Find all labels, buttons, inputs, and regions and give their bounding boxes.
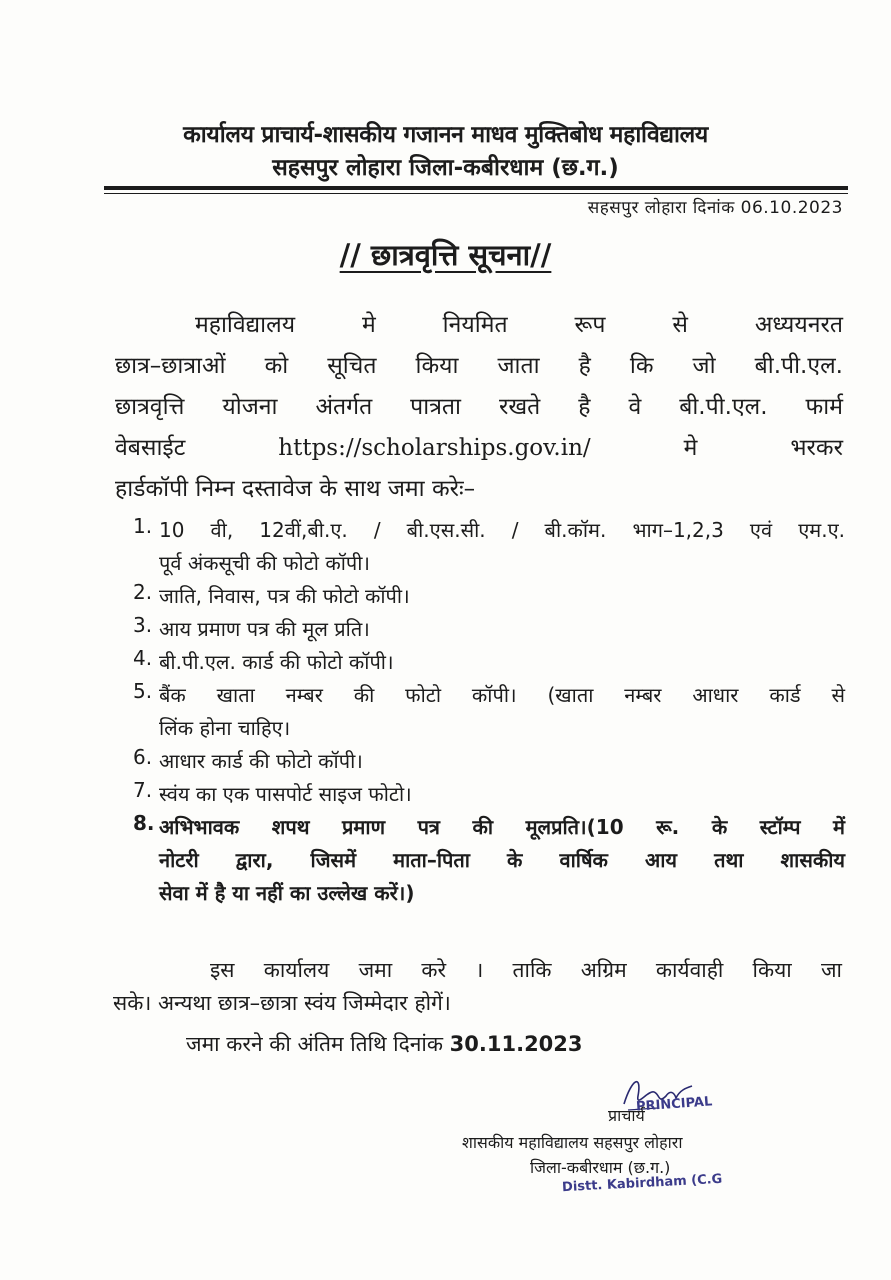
place-date-line: सहसपुर लोहारा दिनांक 06.10.2023 [587, 198, 843, 218]
list-item: 2. जाति, निवास, पत्र की फोटो कॉपी। [133, 580, 410, 608]
intro-line: हार्डकॉपी निम्न दस्तावेज के साथ जमा करेः– [115, 476, 476, 502]
document-list [133, 514, 845, 910]
deadline-label: जमा करने की अंतिम तिथि दिनांक [186, 1032, 443, 1056]
office-header-line1: कार्यालय प्राचार्य-शासकीय गजानन माधव मुक्तिबोध महाविद्यालय [183, 122, 708, 148]
intro-line: छात्र–छात्राओं को सूचित किया जाता है कि जो बी.पी.एल. [115, 353, 843, 379]
intro-line: महाविद्यालय मे नियमित रूप से अध्ययनरत [195, 312, 844, 338]
scholarship-website-link[interactable]: https://scholarships.gov.in/ [278, 435, 591, 461]
header-rule-thin [104, 193, 848, 194]
list-item: 8. अभिभावक शपथ प्रमाण पत्र की मूलप्रति।(10 रू. के स्टॉम्प में नोटरी द्वारा, जिसमें माता–पिता के वार्षिक आय तथा शासकीय सेवा में है या नहीं का उल्लेख करें।) [133, 811, 845, 905]
signatory-college: शासकीय महाविद्यालय सहसपुर लोहारा [462, 1133, 683, 1152]
list-item: 3. आय प्रमाण पत्र की मूल प्रति। [133, 613, 370, 641]
signatory-designation: प्राचार्य [608, 1106, 645, 1125]
list-item: 6. आधार कार्ड की फोटो कॉपी। [133, 745, 363, 773]
closing-line2: सके। अन्यथा छात्र–छात्रा स्वंय जिम्मेदार होगें। [113, 991, 451, 1015]
intro-line: छात्रवृत्ति योजना अंतर्गत पात्रता रखते है वे बी.पी.एल. फार्म [115, 394, 843, 420]
stamp-district: Distt. Kabirdham (C.G [561, 1171, 723, 1196]
signatory-district: जिला-कबीरधाम (छ.ग.) [530, 1158, 671, 1177]
office-header-line2: सहसपुर लोहारा जिला-कबीरधाम (छ.ग.) [272, 155, 619, 181]
principal-stamp: PRINCIPAL [635, 1094, 713, 1115]
deadline-line [186, 1030, 583, 1058]
notice-title: // छात्रवृत्ति सूचना// [339, 238, 552, 272]
deadline-date: 30.11.2023 [449, 1032, 583, 1056]
list-item: 5. बैंक खाता नम्बर की फोटो कॉपी। (खाता नम्बर आधार कार्ड से लिंक होना चाहिए। [133, 679, 845, 740]
intro-line: वेबसाईट https://scholarships.gov.in/ मे भरकर [115, 435, 843, 461]
list-item: 4. बी.पी.एल. कार्ड की फोटो कॉपी। [133, 646, 394, 674]
closing-line1: इस कार्यालय जमा करे । ताकि अग्रिम कार्यवाही किया जा [210, 958, 842, 982]
list-item: 1. 10 वी, 12वीं,बी.ए. / बी.एस.सी. / बी.कॉम. भाग–1,2,3 एवं एम.ए. पूर्व अंकसूची की फोटो कॉपी। [133, 514, 845, 575]
intro-paragraph [115, 305, 843, 510]
header-rule-thick [104, 186, 848, 190]
list-item: 7. स्वंय का एक पासपोर्ट साइज फोटो। [133, 778, 412, 806]
